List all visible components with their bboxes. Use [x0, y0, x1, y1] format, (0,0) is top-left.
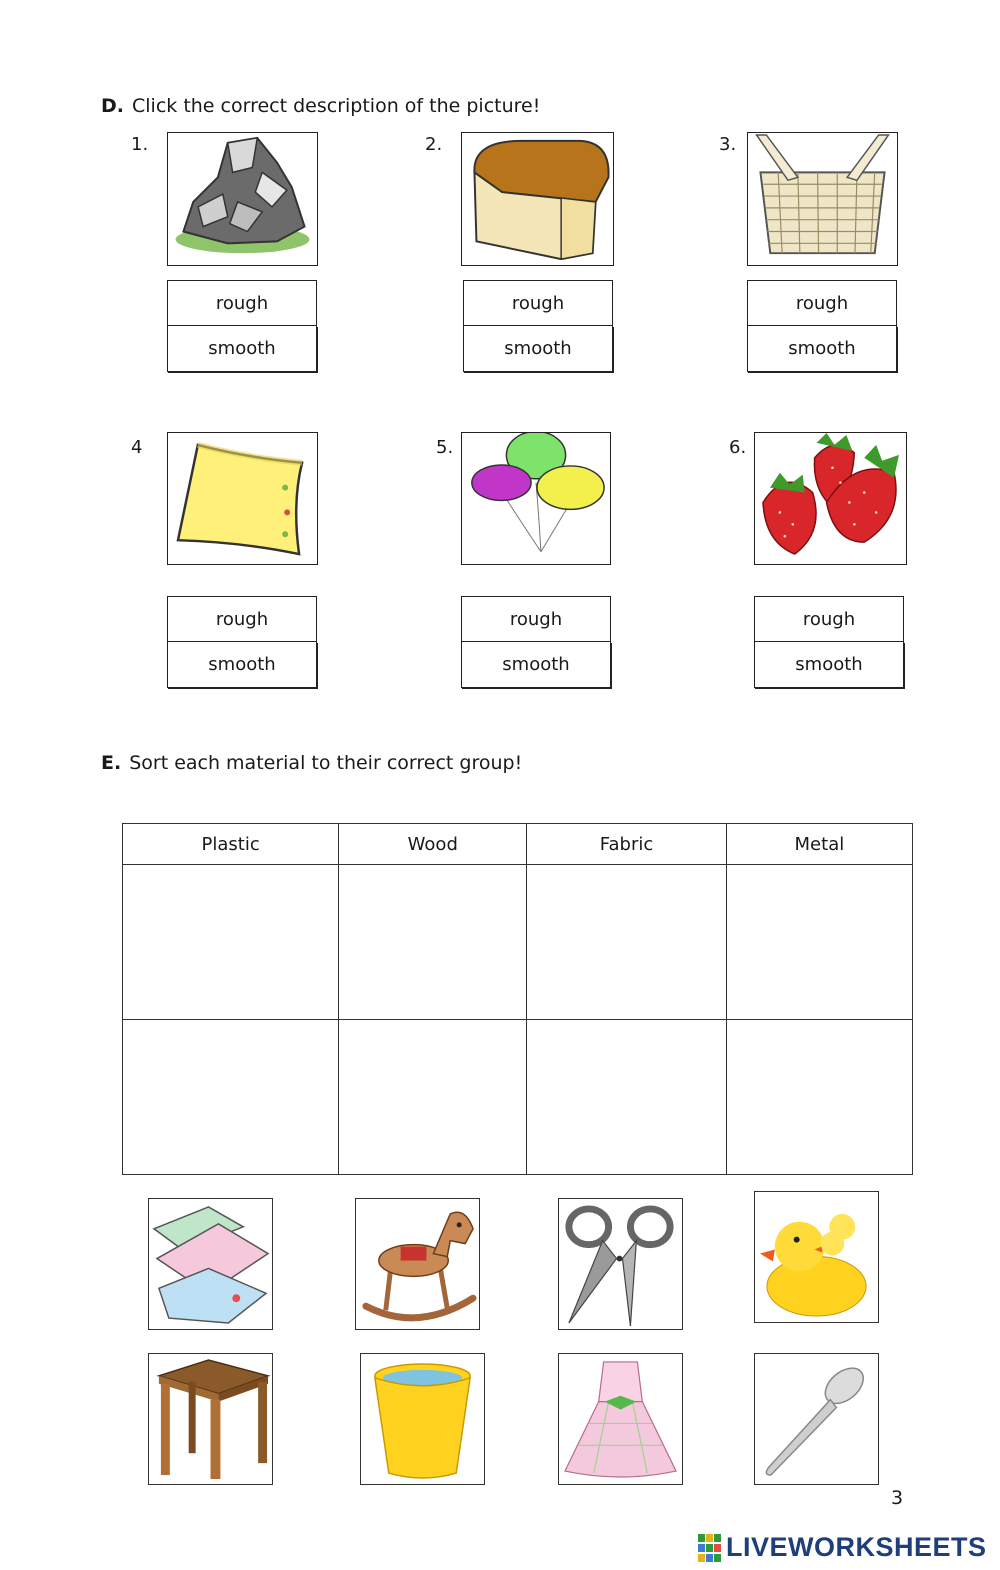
column-header-plastic: Plastic	[123, 824, 339, 865]
option-rough[interactable]: rough	[461, 596, 611, 642]
option-smooth[interactable]: smooth	[461, 642, 611, 688]
pillow-icon	[168, 433, 317, 564]
column-header-wood: Wood	[339, 824, 527, 865]
section-e-letter: E.	[101, 752, 122, 774]
drop-zone-wood[interactable]	[339, 1020, 527, 1175]
option-smooth[interactable]: smooth	[463, 326, 613, 372]
rubber-ducks-icon	[755, 1192, 878, 1322]
drop-row	[123, 1020, 913, 1175]
sorting-table	[122, 823, 913, 1175]
question-number: 2.	[425, 134, 443, 155]
page-number: 3	[891, 1487, 904, 1509]
balloons-picture	[461, 432, 611, 565]
strawberries-picture	[754, 432, 907, 565]
question-number: 6.	[729, 437, 747, 458]
bucket-icon	[361, 1354, 484, 1484]
drop-zone-metal[interactable]	[726, 1020, 912, 1175]
blankets-item[interactable]	[148, 1198, 273, 1330]
drop-zone-plastic[interactable]	[123, 865, 339, 1020]
section-d-heading	[101, 95, 540, 117]
scissors-icon	[559, 1199, 682, 1329]
option-smooth[interactable]: smooth	[167, 326, 317, 372]
basket-picture	[747, 132, 898, 266]
strawberries-icon	[755, 433, 906, 564]
drop-zone-plastic[interactable]	[123, 1020, 339, 1175]
dress-icon	[559, 1354, 682, 1484]
blankets-icon	[149, 1199, 272, 1329]
section-d-instruction: Click the correct description of the picture!	[132, 95, 541, 117]
balloons-icon	[462, 433, 610, 564]
drop-zone-metal[interactable]	[726, 865, 912, 1020]
option-smooth[interactable]: smooth	[167, 642, 317, 688]
bread-picture	[461, 132, 614, 266]
drop-zone-wood[interactable]	[339, 865, 527, 1020]
option-smooth[interactable]: smooth	[747, 326, 897, 372]
pillow-picture	[167, 432, 318, 565]
column-header-metal: Metal	[726, 824, 912, 865]
rubber-ducks-item[interactable]	[754, 1191, 879, 1323]
rocking-horse-icon	[356, 1199, 479, 1329]
question-number: 4	[131, 437, 143, 458]
spoon-icon	[755, 1354, 878, 1484]
rock-icon	[168, 133, 317, 265]
section-e-instruction: Sort each material to their correct group!	[129, 752, 523, 774]
sorting-header-row	[123, 824, 913, 865]
option-rough[interactable]: rough	[754, 596, 904, 642]
option-rough[interactable]: rough	[167, 596, 317, 642]
stool-icon	[149, 1354, 272, 1484]
bread-icon	[462, 133, 613, 265]
column-header-fabric: Fabric	[527, 824, 727, 865]
option-rough[interactable]: rough	[747, 280, 897, 326]
question-number: 1.	[131, 134, 149, 155]
dress-item[interactable]	[558, 1353, 683, 1485]
drop-zone-fabric[interactable]	[527, 865, 727, 1020]
drop-zone-fabric[interactable]	[527, 1020, 727, 1175]
question-number: 3.	[719, 134, 737, 155]
question-number: 5.	[436, 437, 454, 458]
liveworksheets-logo-icon	[698, 1534, 722, 1562]
scissors-item[interactable]	[558, 1198, 683, 1330]
option-rough[interactable]: rough	[463, 280, 613, 326]
section-d-letter: D.	[101, 95, 124, 117]
basket-icon	[748, 133, 897, 265]
liveworksheets-logo	[698, 1532, 987, 1563]
liveworksheets-brand: LIVEWORKSHEETS	[726, 1532, 987, 1562]
drop-row	[123, 865, 913, 1020]
rock-picture	[167, 132, 318, 266]
section-e-heading	[101, 752, 522, 774]
spoon-item[interactable]	[754, 1353, 879, 1485]
option-rough[interactable]: rough	[167, 280, 317, 326]
stool-item[interactable]	[148, 1353, 273, 1485]
bucket-item[interactable]	[360, 1353, 485, 1485]
rocking-horse-item[interactable]	[355, 1198, 480, 1330]
option-smooth[interactable]: smooth	[754, 642, 904, 688]
